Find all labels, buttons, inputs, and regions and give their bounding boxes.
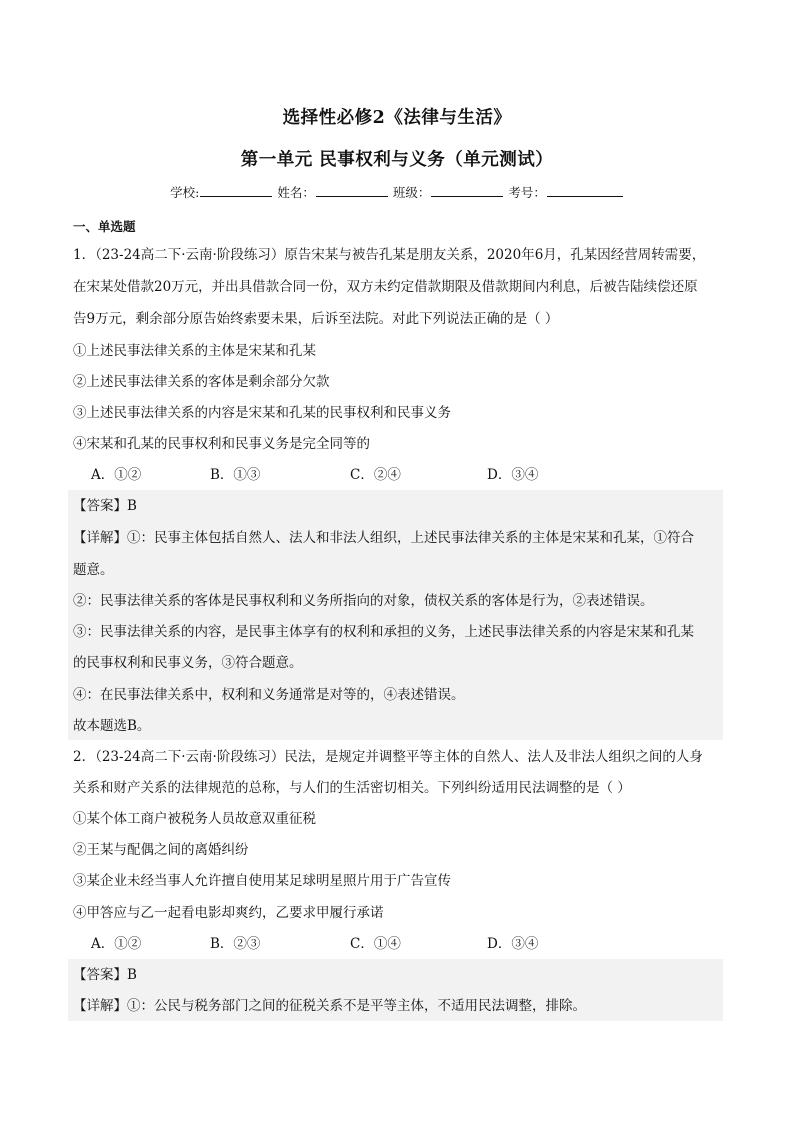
q1-statement-3: ③上述民事法律关系的内容是宋某和孔某的民事权利和民事义务	[73, 405, 451, 421]
q1-stem-line2: 在宋某处借款20万元，并出具借款合同一份，双方未约定借款期限及借款期间内利息，后被告陆续偿还原	[73, 279, 698, 295]
q2-stem-line2: 关系和财产关系的法律规范的总称，与人们的生活密切相关。下列纠纷适用民法调整的是（ ）	[73, 780, 631, 796]
q1-statement-4: ④宋某和孔某的民事权利和民事义务是完全同等的	[73, 436, 370, 452]
q2-answer: 【答案】B	[73, 967, 137, 983]
q2-statement-1: ①某个体工商户被税务人员故意双重征税	[73, 811, 316, 827]
q1-option-c[interactable]: C．②④	[350, 467, 401, 483]
number-label: 考号：	[508, 185, 546, 200]
q1-option-d[interactable]: D．③④	[487, 467, 539, 483]
q1-detail-1b: 题意。	[73, 562, 114, 578]
student-info-line	[0, 183, 794, 201]
number-blank[interactable]	[547, 184, 623, 197]
unit-title: 第一单元 民事权利与义务（单元测试）	[240, 150, 554, 170]
school-blank[interactable]	[200, 184, 272, 197]
school-label: 学校:	[170, 185, 200, 200]
q1-stem-line3: 告9万元，剩余部分原告始终索要未果，后诉至法院。对此下列说法正确的是（ ）	[73, 311, 559, 327]
q2-option-d[interactable]: D．③④	[487, 936, 539, 952]
name-label: 姓名：	[277, 185, 315, 200]
q1-detail-1a: 【详解】①：民事主体包括自然人、法人和非法人组织，上述民事法律关系的主体是宋某和孔某，①符合	[73, 530, 694, 546]
q2-option-c[interactable]: C．①④	[350, 936, 401, 952]
q1-detail-3b: 的民事权利和民事义务，③符合题意。	[73, 655, 303, 671]
q2-stem-line1: 2．（23-24高二下·云南·阶段练习）民法，是规定并调整平等主体的自然人、法人及非法人组织之间的人身	[73, 749, 703, 765]
section-title: 一、单选题	[73, 219, 136, 234]
q2-statement-2: ②王某与配偶之间的离婚纠纷	[73, 842, 249, 858]
document-title: 选择性必修2《法律与生活》	[282, 108, 512, 128]
q2-detail-1: 【详解】①：公民与税务部门之间的征税关系不是平等主体，不适用民法调整，排除。	[73, 998, 586, 1014]
class-label: 班级：	[392, 185, 431, 200]
q2-option-a[interactable]: A．①②	[91, 936, 142, 952]
q2-statement-3: ③某企业未经当事人允许擅自使用某足球明星照片用于广告宣传	[73, 873, 451, 889]
q1-option-b[interactable]: B．①③	[210, 467, 261, 483]
q1-statement-2: ②上述民事法律关系的客体是剩余部分欠款	[73, 374, 330, 390]
q2-statement-4: ④甲答应与乙一起看电影却爽约，乙要求甲履行承诺	[73, 905, 384, 921]
q1-stem-line1: 1．（23-24高二下·云南·阶段练习）原告宋某与被告孔某是朋友关系，2020年6月，孔某因经营周转需要，	[73, 247, 706, 263]
q1-conclusion: 故本题选B。	[73, 718, 151, 734]
q1-option-a[interactable]: A．①②	[91, 467, 142, 483]
q2-option-b[interactable]: B．②③	[210, 936, 261, 952]
q1-detail-4: ④：在民事法律关系中，权利和义务通常是对等的，④表述错误。	[73, 687, 465, 703]
q1-statement-1: ①上述民事法律关系的主体是宋某和孔某	[73, 343, 316, 359]
name-blank[interactable]	[316, 184, 388, 197]
q1-answer: 【答案】B	[73, 498, 137, 514]
q1-detail-2: ②：民事法律关系的客体是民事权利和义务所指向的对象，债权关系的客体是行为，②表述错误。	[73, 593, 654, 609]
class-blank[interactable]	[431, 184, 503, 197]
q1-detail-3a: ③：民事法律关系的内容，是民事主体享有的权利和承担的义务，上述民事法律关系的内容是宋某和孔某	[73, 624, 694, 640]
